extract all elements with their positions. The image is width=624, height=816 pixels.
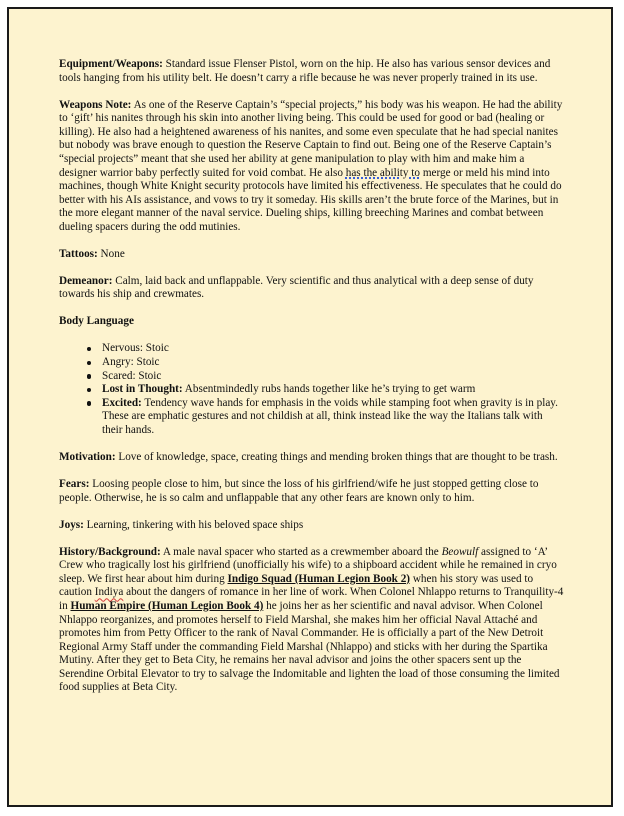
equipment-text: Standard issue Flenser Pistol, worn on the hip. He also has various sensor devices and tools hanging from his utility belt. He doesn’t carry a rifle because he was never properly trained in its use.	[59, 58, 551, 84]
ship-name: Beowulf	[441, 545, 479, 558]
demeanor-label: Demeanor:	[59, 274, 113, 287]
history-text-3: when his story was used to caution	[59, 572, 534, 599]
list-item-label: Lost in Thought:	[102, 383, 183, 396]
joys-label: Joys:	[59, 518, 84, 531]
list-item	[102, 342, 565, 356]
joys-text: Learning, tinkering with his beloved space ships	[83, 518, 304, 531]
list-item-label: Excited:	[102, 396, 142, 409]
list-item-text: Tendency wave hands for emphasis in the voids while stamping foot when gravity is in play. These are emphatic gestures and not childish at all, think instead like the way the Italians talk with their hands.	[102, 396, 558, 437]
list-item	[102, 370, 565, 384]
tattoos-text: None	[97, 247, 125, 260]
tattoos-paragraph	[59, 248, 565, 262]
list-item-text: Scared: Stoic	[102, 369, 162, 382]
joys-paragraph	[59, 519, 565, 533]
body-language-list	[59, 342, 565, 437]
list-item-text: Absentmindedly rubs hands together like he’s trying to get warm	[182, 383, 476, 396]
demeanor-paragraph	[59, 275, 565, 302]
history-text-5: he joins her as her scientific and naval advisor. When Colonel Nhlappo reorganizes, and promotes herself to Field Marshal, she makes him her official Naval Attaché and promotes him from Petty Officer to the rank of Naval Commander. He is officially a part of the New Detroit Regional Army Staff under the commanding Field Marshal (Nhlappo) and sticks with her during the Spartika Mutiny. After they get to Beta City, he remains her naval advisor and joins the other spacers sent up the Serendine Orbital Elevator to try to salvage the Indomitable and lighten the load of those consuming the limited food supplies at Beta City.	[59, 599, 560, 694]
document-body	[59, 58, 565, 708]
list-item	[102, 383, 565, 397]
history-label: History/Background:	[59, 545, 161, 558]
fears-label: Fears:	[59, 477, 90, 490]
motivation-paragraph	[59, 451, 565, 465]
book-title-link[interactable]: Indigo Squad (Human Legion Book 2)	[227, 572, 411, 585]
demeanor-text: Calm, laid back and unflappable. Very scientific and thus analytical with a deep sense of duty towards his ship and crewmates.	[59, 274, 534, 301]
list-item	[102, 397, 565, 438]
list-item-text: Nervous: Stoic	[102, 342, 169, 355]
weapons-note-text-2: merge or meld his mind into machines, though White Knight security protocols have limited his effectiveness. He speculates that he could do better with his AIs assistance, and vows to try it someday. His skills aren’t the brute force of the Marines, but in the more elegant manner of the naval service. Dueling ships, killing breeching Marines and combat between dueling spacers during the odd mutinies.	[59, 166, 562, 233]
history-text-1: A male naval spacer who started as a crewmember aboard the	[160, 545, 442, 558]
document-page	[7, 7, 613, 807]
history-text-4: about the dangers of romance in her line of work. When Colonel Nhlappo returns to Tranquility-4 in	[59, 586, 564, 612]
fears-text: Loosing people close to him, but since the loss of his girlfriend/wife he just stopped getting close to people. Otherwise, he is so calm and unflappable that any other fears are known only to him.	[59, 477, 539, 504]
equipment-label: Equipment/Weapons:	[59, 58, 163, 70]
equipment-paragraph	[59, 58, 565, 85]
weapons-note-text-1: As one of the Reserve Captain’s “special projects,” his body was his weapon. He had the ability to ‘gift’ his nanites through his skin into another living being. This could be used for good or bad (healing or killing). He also had a heightened awareness of his nanites, and some even speculate that he had special nanites but nobody was brave enough to question the Reserve Captain to find out. Being one of the Reserve Captain’s “special projects” meant that she used her ability at gene manipulation to play with him and make him a designer warrior baby perfectly suited for void combat. He also	[59, 98, 563, 179]
spelling-flag[interactable]: Indiya	[94, 586, 124, 599]
weapons-note-paragraph	[59, 99, 565, 235]
motivation-text: Love of knowledge, space, creating things and mending broken things that are thought to be trash.	[115, 451, 558, 463]
grammar-flag[interactable]: has the ability to	[345, 166, 421, 179]
history-paragraph	[59, 546, 565, 696]
weapons-note-label: Weapons Note:	[59, 98, 132, 111]
motivation-label: Motivation:	[59, 451, 116, 463]
body-language-heading	[59, 315, 565, 329]
list-item-text: Angry: Stoic	[102, 356, 160, 369]
history-text-2: assigned to ‘A’ Crew who tragically lost his girlfriend (unofficially his wife) to a shipboard accident while he remained in cryo sleep. We first hear about him during	[59, 545, 557, 585]
body-language-heading-text: Body Language	[59, 315, 134, 328]
tattoos-label: Tattoos:	[59, 247, 98, 260]
book-title-link[interactable]: Human Empire (Human Legion Book 4)	[70, 599, 264, 612]
list-item	[102, 356, 565, 370]
fears-paragraph	[59, 478, 565, 505]
